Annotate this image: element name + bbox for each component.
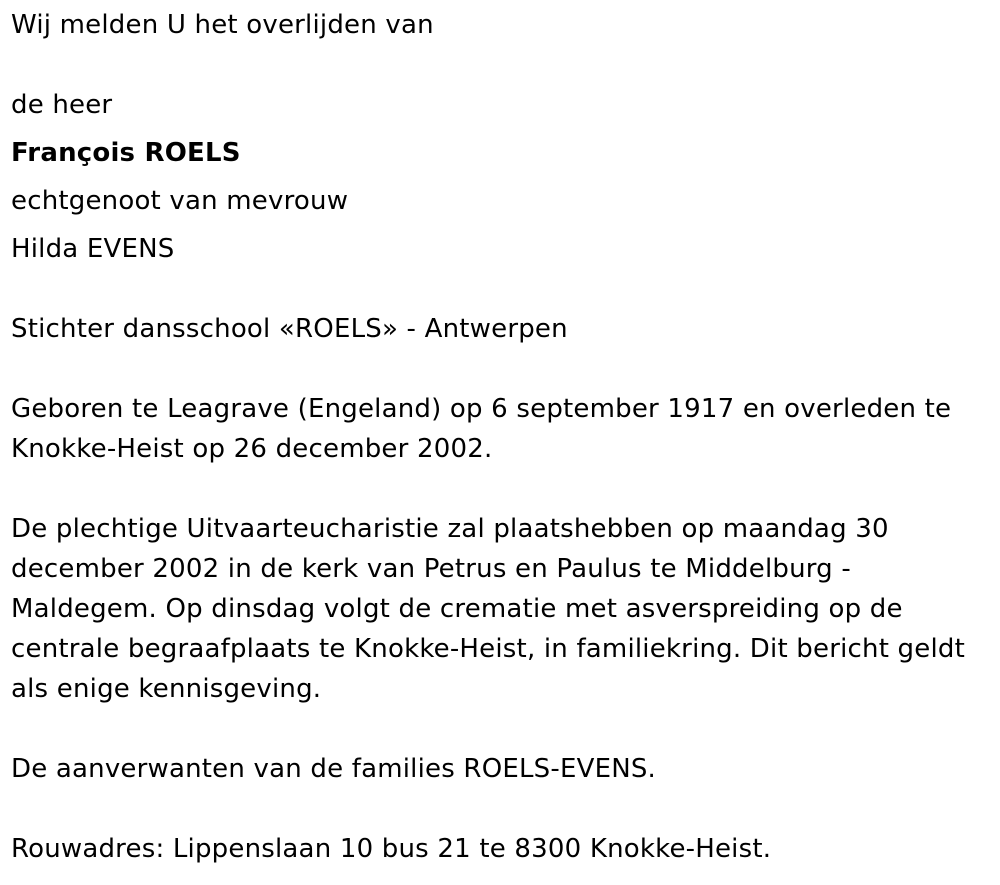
founder-text: Stichter dansschool «ROELS» - Antwerpen (11, 314, 568, 344)
spouse-name: Hilda EVENS (11, 234, 175, 264)
ceremony-line: centrale begraafplaats te Knokke-Heist, in familiekring. Dit bericht geldt (11, 634, 965, 664)
ceremony-line: als enige kennisgeving. (11, 674, 322, 704)
ceremony-line: Maldegem. Op dinsdag volgt de crematie met asverspreiding op de (11, 594, 903, 624)
spouse-label: echtgenoot van mevrouw (11, 186, 349, 216)
ceremony-line: De plechtige Uitvaarteucharistie zal plaatshebben op maandag 30 (11, 514, 889, 544)
address-text: Rouwadres: Lippenslaan 10 bus 21 te 8300 Knokke-Heist. (11, 834, 772, 864)
birth-death-line: Knokke-Heist op 26 december 2002. (11, 434, 493, 464)
deceased-name: François ROELS (11, 138, 241, 168)
relatives-text: De aanverwanten van de families ROELS-EVENS. (11, 754, 657, 784)
intro-text: Wij melden U het overlijden van (11, 10, 434, 40)
honorific: de heer (11, 90, 113, 120)
birth-death-line: Geboren te Leagrave (Engeland) op 6 september 1917 en overleden te (11, 394, 952, 424)
ceremony-line: december 2002 in de kerk van Petrus en Paulus te Middelburg - (11, 554, 851, 584)
